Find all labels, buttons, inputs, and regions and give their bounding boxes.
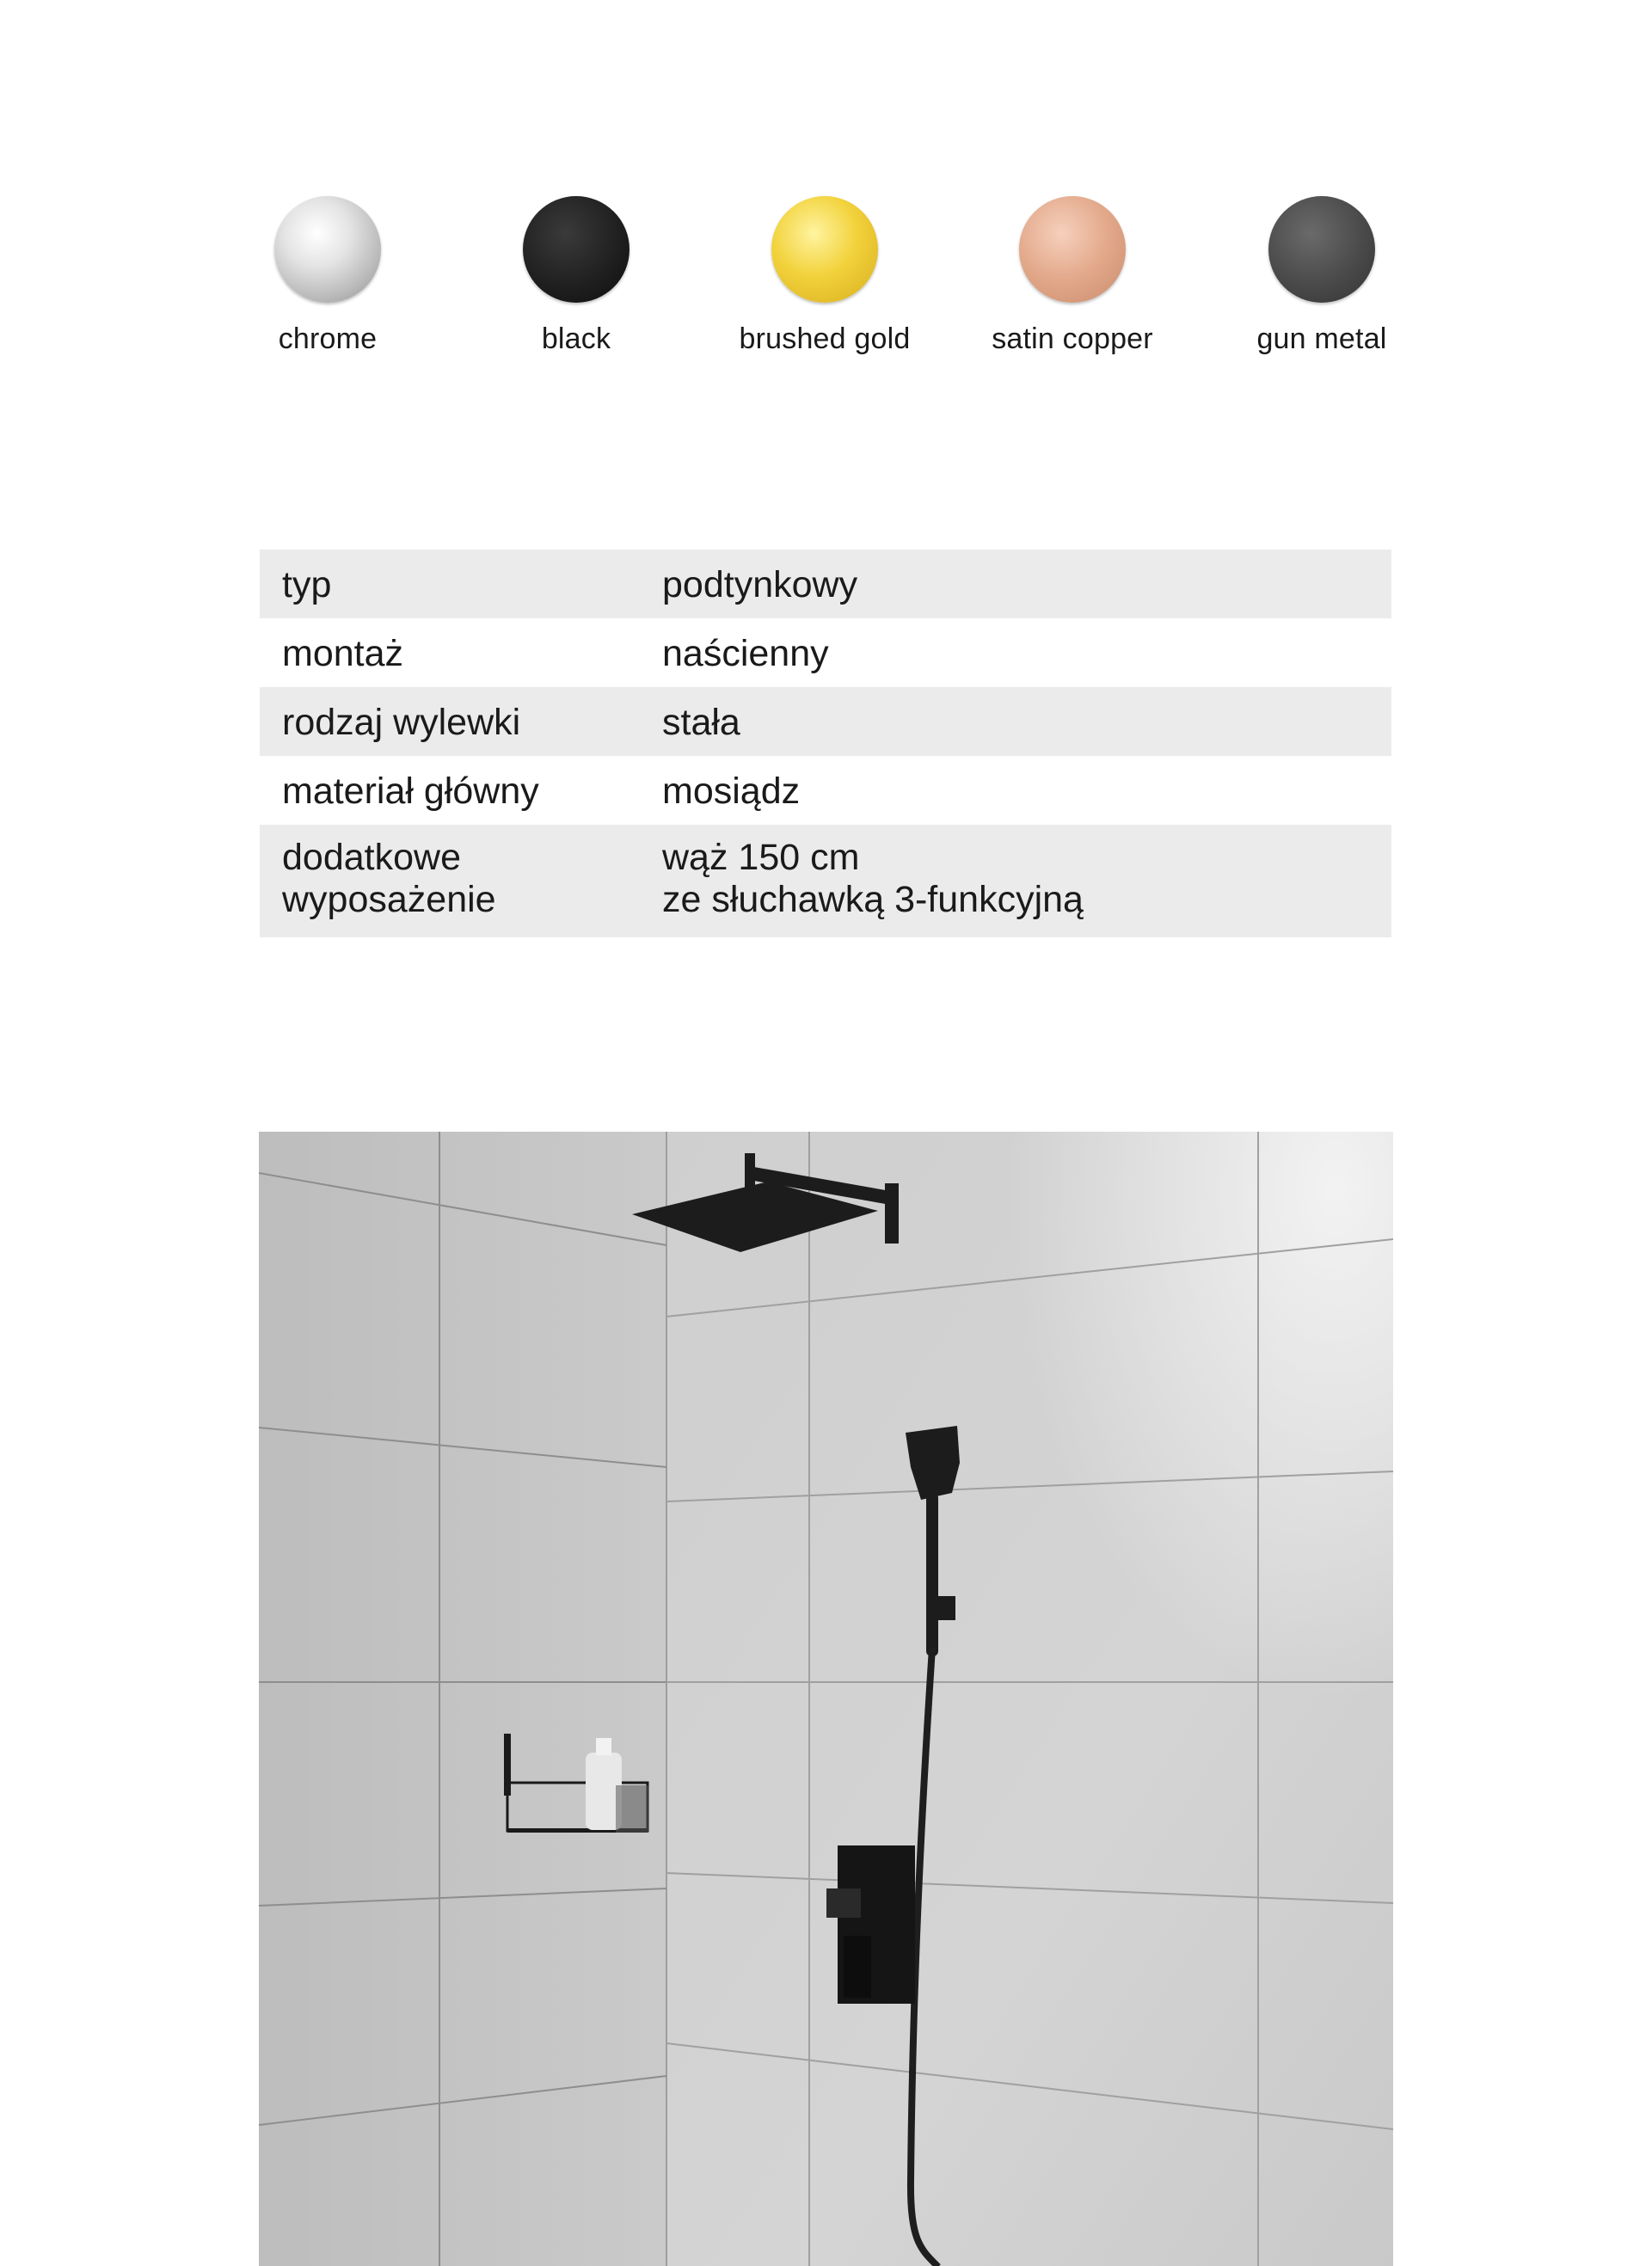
spec-row — [260, 618, 1391, 687]
spec-value: naścienny — [662, 633, 829, 674]
spec-key-line: dodatkowe — [282, 837, 461, 878]
satin-copper-swatch-circle — [1019, 196, 1126, 303]
spec-value-line: wąż 150 cm — [662, 837, 860, 878]
spec-row — [260, 550, 1391, 618]
spec-value: mosiądz — [662, 771, 801, 812]
chrome-swatch-circle — [274, 196, 381, 303]
spec-key-line: wyposażenie — [282, 879, 496, 920]
specification-table — [260, 550, 1391, 937]
spec-key: typ — [260, 550, 662, 618]
gun-metal-swatch-circle — [1268, 196, 1375, 303]
spec-key: materiał główny — [282, 771, 539, 812]
swatch-brushed-gold[interactable] — [696, 196, 954, 356]
swatch-label: black — [541, 322, 611, 355]
swatch-gun-metal[interactable] — [1193, 196, 1451, 356]
spec-value — [662, 825, 1391, 937]
black-swatch-circle — [523, 196, 629, 303]
finish-swatches — [0, 0, 1652, 387]
spec-row — [260, 825, 1391, 937]
spec-row — [260, 687, 1391, 756]
swatch-label: gun metal — [1256, 322, 1387, 355]
spec-key — [260, 825, 662, 937]
brushed-gold-swatch-circle — [771, 196, 878, 303]
swatch-satin-copper[interactable] — [943, 196, 1201, 356]
spec-key: rodzaj wylewki — [260, 687, 662, 756]
swatch-black[interactable] — [447, 196, 705, 356]
product-photo — [259, 1132, 1393, 2266]
swatch-label: chrome — [278, 322, 378, 355]
spec-value: stała — [662, 687, 1391, 756]
spec-value: podtynkowy — [662, 550, 1391, 618]
mixer-valve — [826, 1845, 915, 2004]
spec-key: montaż — [282, 633, 404, 674]
spec-value-line: ze słuchawką 3-funkcyjną — [662, 879, 1084, 920]
spec-row — [260, 756, 1391, 825]
swatch-chrome[interactable] — [199, 196, 457, 356]
swatch-label: satin copper — [992, 322, 1153, 355]
shower-scene-image — [259, 1132, 1393, 2266]
swatch-label: brushed gold — [739, 322, 911, 355]
